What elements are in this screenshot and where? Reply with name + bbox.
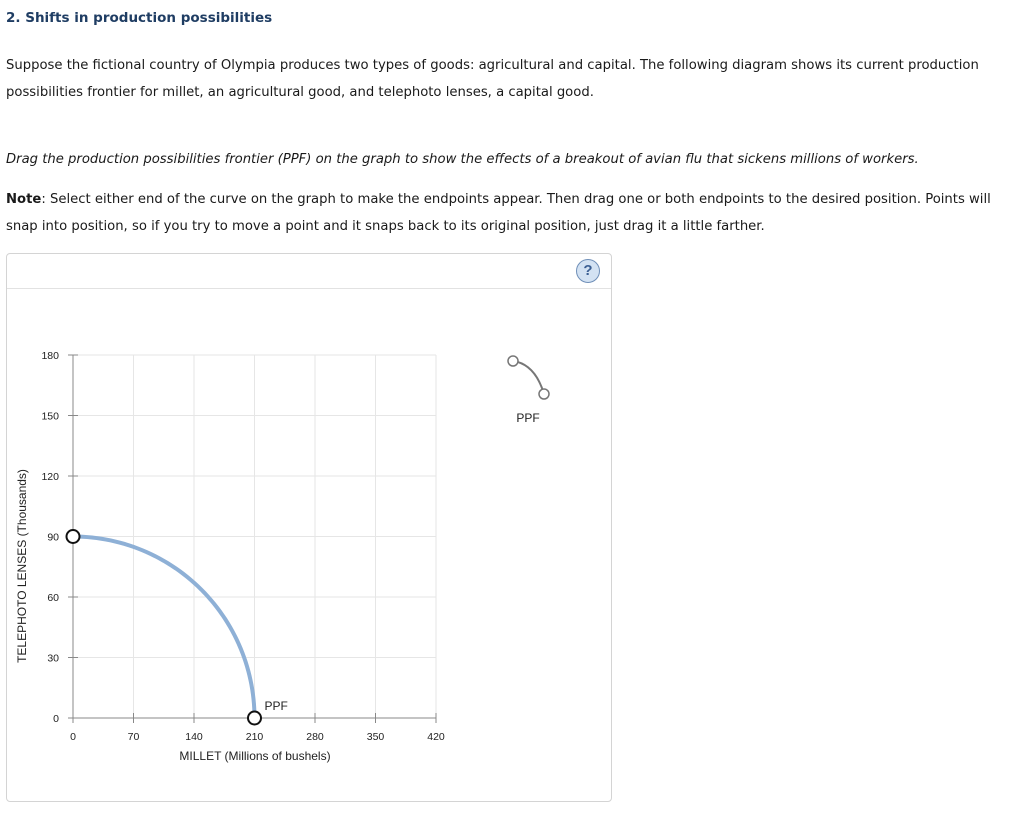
note-label: Note [6, 192, 42, 207]
x-tick-label: 420 [427, 731, 445, 743]
graph-panel [6, 253, 612, 802]
x-tick-label: 280 [306, 731, 324, 743]
ppf-palette-endpoint-start [508, 356, 518, 366]
y-tick-label: 90 [47, 531, 59, 544]
x-tick-label: 210 [245, 731, 264, 743]
y-tick-label: 120 [41, 471, 59, 483]
y-tick-label: 0 [53, 713, 59, 725]
grid [73, 355, 436, 718]
tick-marks [68, 355, 436, 723]
y-tick-label: 30 [47, 652, 59, 665]
ppf-endpoint-top[interactable] [67, 530, 80, 543]
note-line-1: : Select either end of the curve on the graph to make the endpoints appear. Then drag one or both endpoints to the desired position. Points will [41, 192, 991, 207]
ppf-graph [7, 254, 611, 801]
ppf-palette-endpoint-end [539, 389, 549, 399]
y-tick-label: 60 [47, 592, 59, 604]
x-axis-label: MILLET (Millions of bushels) [179, 749, 331, 763]
note-line-2: snap into position, so if you try to move a point and it snaps back to its original position, just drag it a little farther. [6, 219, 765, 234]
x-tick-label: 350 [366, 731, 385, 743]
x-tick-labels [70, 731, 445, 743]
ppf-palette-tool[interactable] [508, 356, 549, 425]
ppf-palette-curve-icon [513, 361, 544, 394]
instruction-text: Drag the production possibilities frontier (PPF) on the graph to show the effects of a breakout of avian flu that sickens millions of workers. [6, 152, 919, 167]
x-tick-label: 140 [185, 731, 203, 743]
x-tick-label: 70 [127, 731, 140, 743]
x-tick-label: 0 [70, 731, 76, 743]
y-axis-label: TELEPHOTO LENSES (Thousands) [15, 469, 29, 663]
intro-paragraph [6, 52, 1018, 106]
page-title: 2. Shifts in production possibilities [6, 10, 273, 26]
y-tick-label: 180 [41, 350, 59, 362]
ppf-endpoint-bottom[interactable] [248, 712, 261, 725]
ppf-curve-label: PPF [264, 699, 288, 713]
help-icon[interactable]: ? [576, 259, 600, 283]
ppf-palette-label: PPF [516, 411, 540, 425]
y-tick-label: 150 [41, 410, 59, 423]
y-tick-labels [41, 350, 59, 725]
note-paragraph [6, 186, 1018, 240]
ppf-curve[interactable] [73, 537, 255, 719]
intro-line-1: Suppose the fictional country of Olympia produces two types of goods: agricultural and capital. The following diagram shows its current production [6, 58, 979, 73]
intro-line-2: possibilities frontier for millet, an agricultural good, and telephoto lenses, a capital good. [6, 85, 594, 100]
